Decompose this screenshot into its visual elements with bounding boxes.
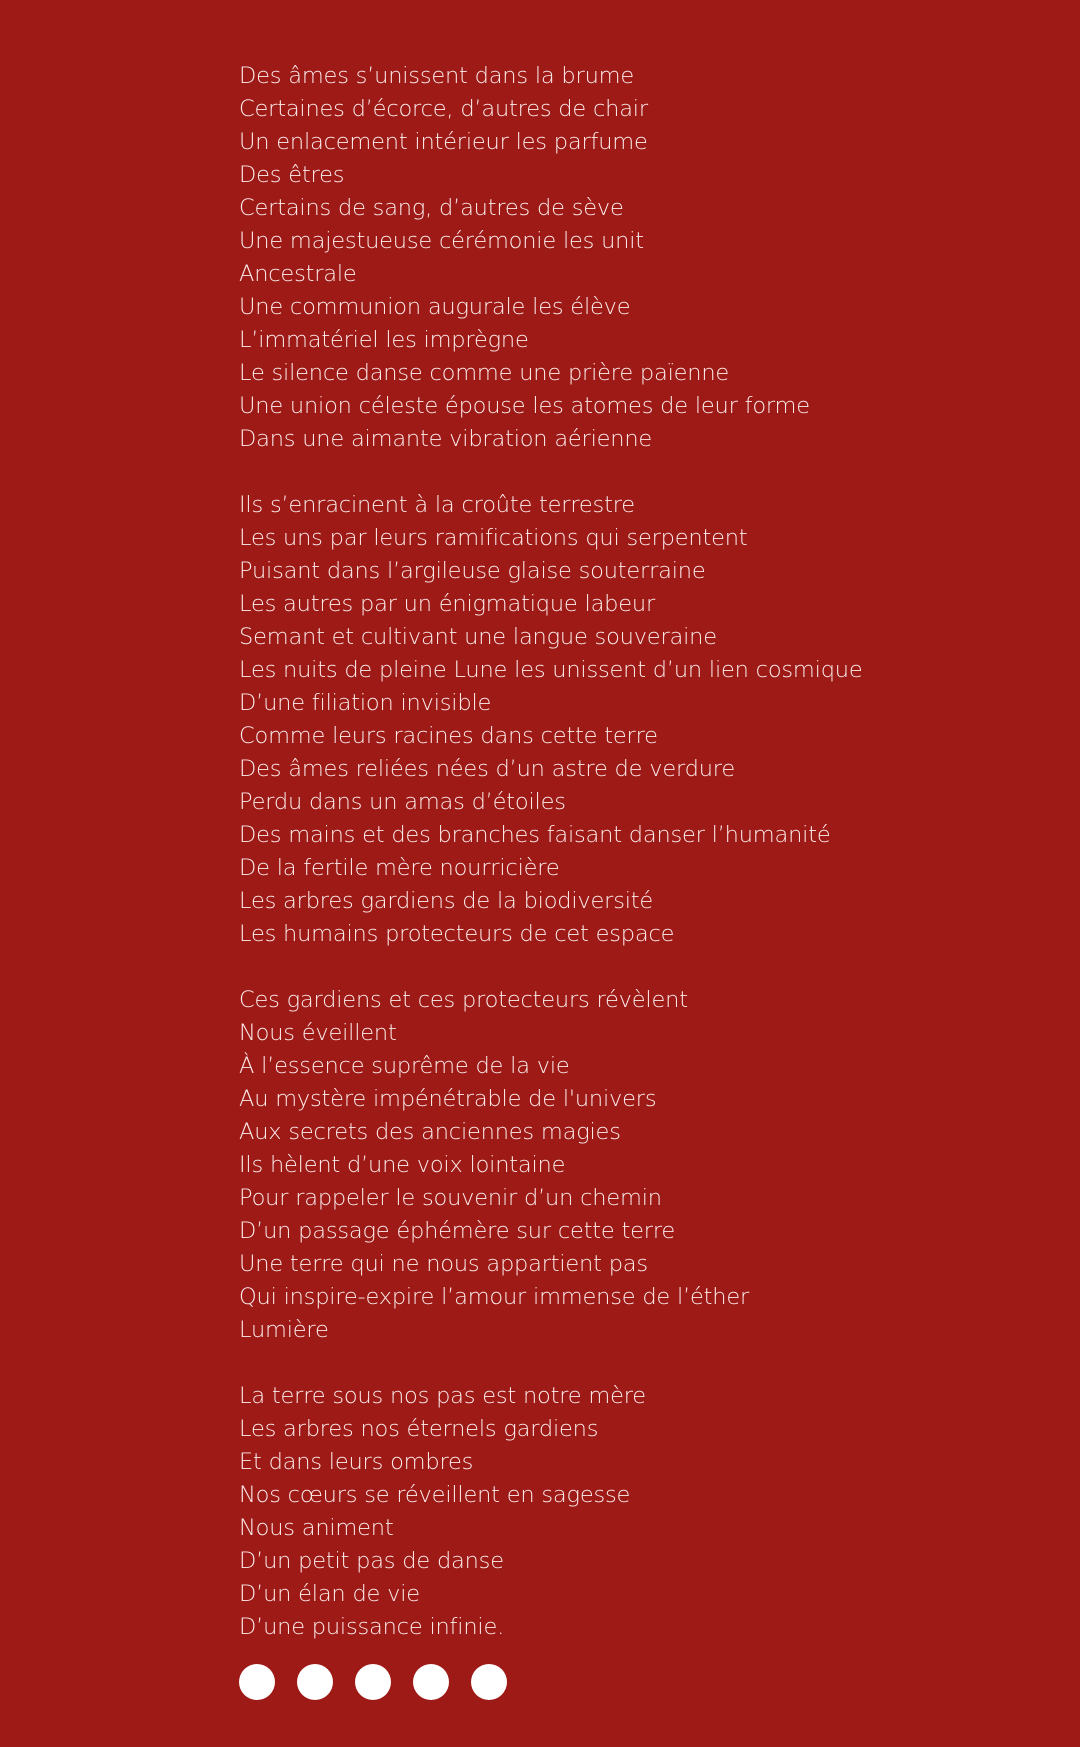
poem-line: Les autres par un énigmatique labeur [239,591,655,617]
poem-line: Les arbres gardiens de la biodiversité [239,888,654,914]
poem-line: Un enlacement intérieur les parfume [239,129,648,155]
poem-line: Lumière [239,1317,329,1343]
poem-line: Les nuits de pleine Lune les unissent d’un lien cosmique [239,657,863,683]
poem-line: Puisant dans l’argileuse glaise souterraine [239,558,706,584]
poem-line: Ancestrale [239,261,357,287]
pagination-dots [239,1664,507,1700]
poem-line: Et dans leurs ombres [239,1449,474,1475]
pagination-dot[interactable] [413,1664,449,1700]
pagination-dot[interactable] [239,1664,275,1700]
poem-line: Les uns par leurs ramifications qui serpentent [239,525,748,551]
poem-line: Nous animent [239,1515,394,1541]
poem-line: Aux secrets des anciennes magies [239,1119,621,1145]
poem-line: L’immatériel les imprègne [239,327,529,353]
poem-line: Des âmes reliées nées d’un astre de verdure [239,756,735,782]
poem-line: Nos cœurs se réveillent en sagesse [239,1482,631,1508]
stanza [239,1380,1039,1644]
poem-line: Une union céleste épouse les atomes de leur forme [239,393,810,419]
poem-line: D’une puissance infinie. [239,1614,505,1640]
poem-line: Des mains et des branches faisant danser l’humanité [239,822,831,848]
poem-line: Le silence danse comme une prière païenne [239,360,730,386]
pagination-dot[interactable] [297,1664,333,1700]
poem-line: Les humains protecteurs de cet espace [239,921,675,947]
poem-line: La terre sous nos pas est notre mère [239,1383,646,1409]
poem-line: Ils s’enracinent à la croûte terrestre [239,492,635,518]
poem-line: Une majestueuse cérémonie les unit [239,228,644,254]
pagination-dot[interactable] [471,1664,507,1700]
poem-line: À l’essence suprême de la vie [239,1053,570,1079]
poem-line: D’un élan de vie [239,1581,420,1607]
poem-line: Ces gardiens et ces protecteurs révèlent [239,987,688,1013]
stanza [239,489,1039,951]
poem-line: Perdu dans un amas d’étoiles [239,789,566,815]
poem-line: Qui inspire-expire l’amour immense de l’éther [239,1284,750,1310]
poem-line: Dans une aimante vibration aérienne [239,426,653,452]
poem-line: D’un petit pas de danse [239,1548,504,1574]
poem-line: Semant et cultivant une langue souveraine [239,624,717,650]
poem-line: Des êtres [239,162,345,188]
stanza [239,984,1039,1347]
poem-line: Ils hèlent d’une voix lointaine [239,1152,566,1178]
poem-line: Certains de sang, d’autres de sève [239,195,624,221]
poem-line: De la fertile mère nourricière [239,855,560,881]
pagination-dot[interactable] [355,1664,391,1700]
poem-line: Des âmes s’unissent dans la brume [239,63,634,89]
poem-line: Une communion augurale les élève [239,294,631,320]
poem-line: Comme leurs racines dans cette terre [239,723,658,749]
poem-line: Pour rappeler le souvenir d’un chemin [239,1185,662,1211]
poem-line: Au mystère impénétrable de l'univers [239,1086,657,1112]
poem-line: Les arbres nos éternels gardiens [239,1416,599,1442]
poem-line: Nous éveillent [239,1020,397,1046]
poem-line: D’une filiation invisible [239,690,492,716]
stanza [239,60,1039,456]
poem-line: Certaines d’écorce, d’autres de chair [239,96,648,122]
poem-line: D’un passage éphémère sur cette terre [239,1218,676,1244]
poem-line: Une terre qui ne nous appartient pas [239,1251,648,1277]
poem [239,60,1039,1677]
